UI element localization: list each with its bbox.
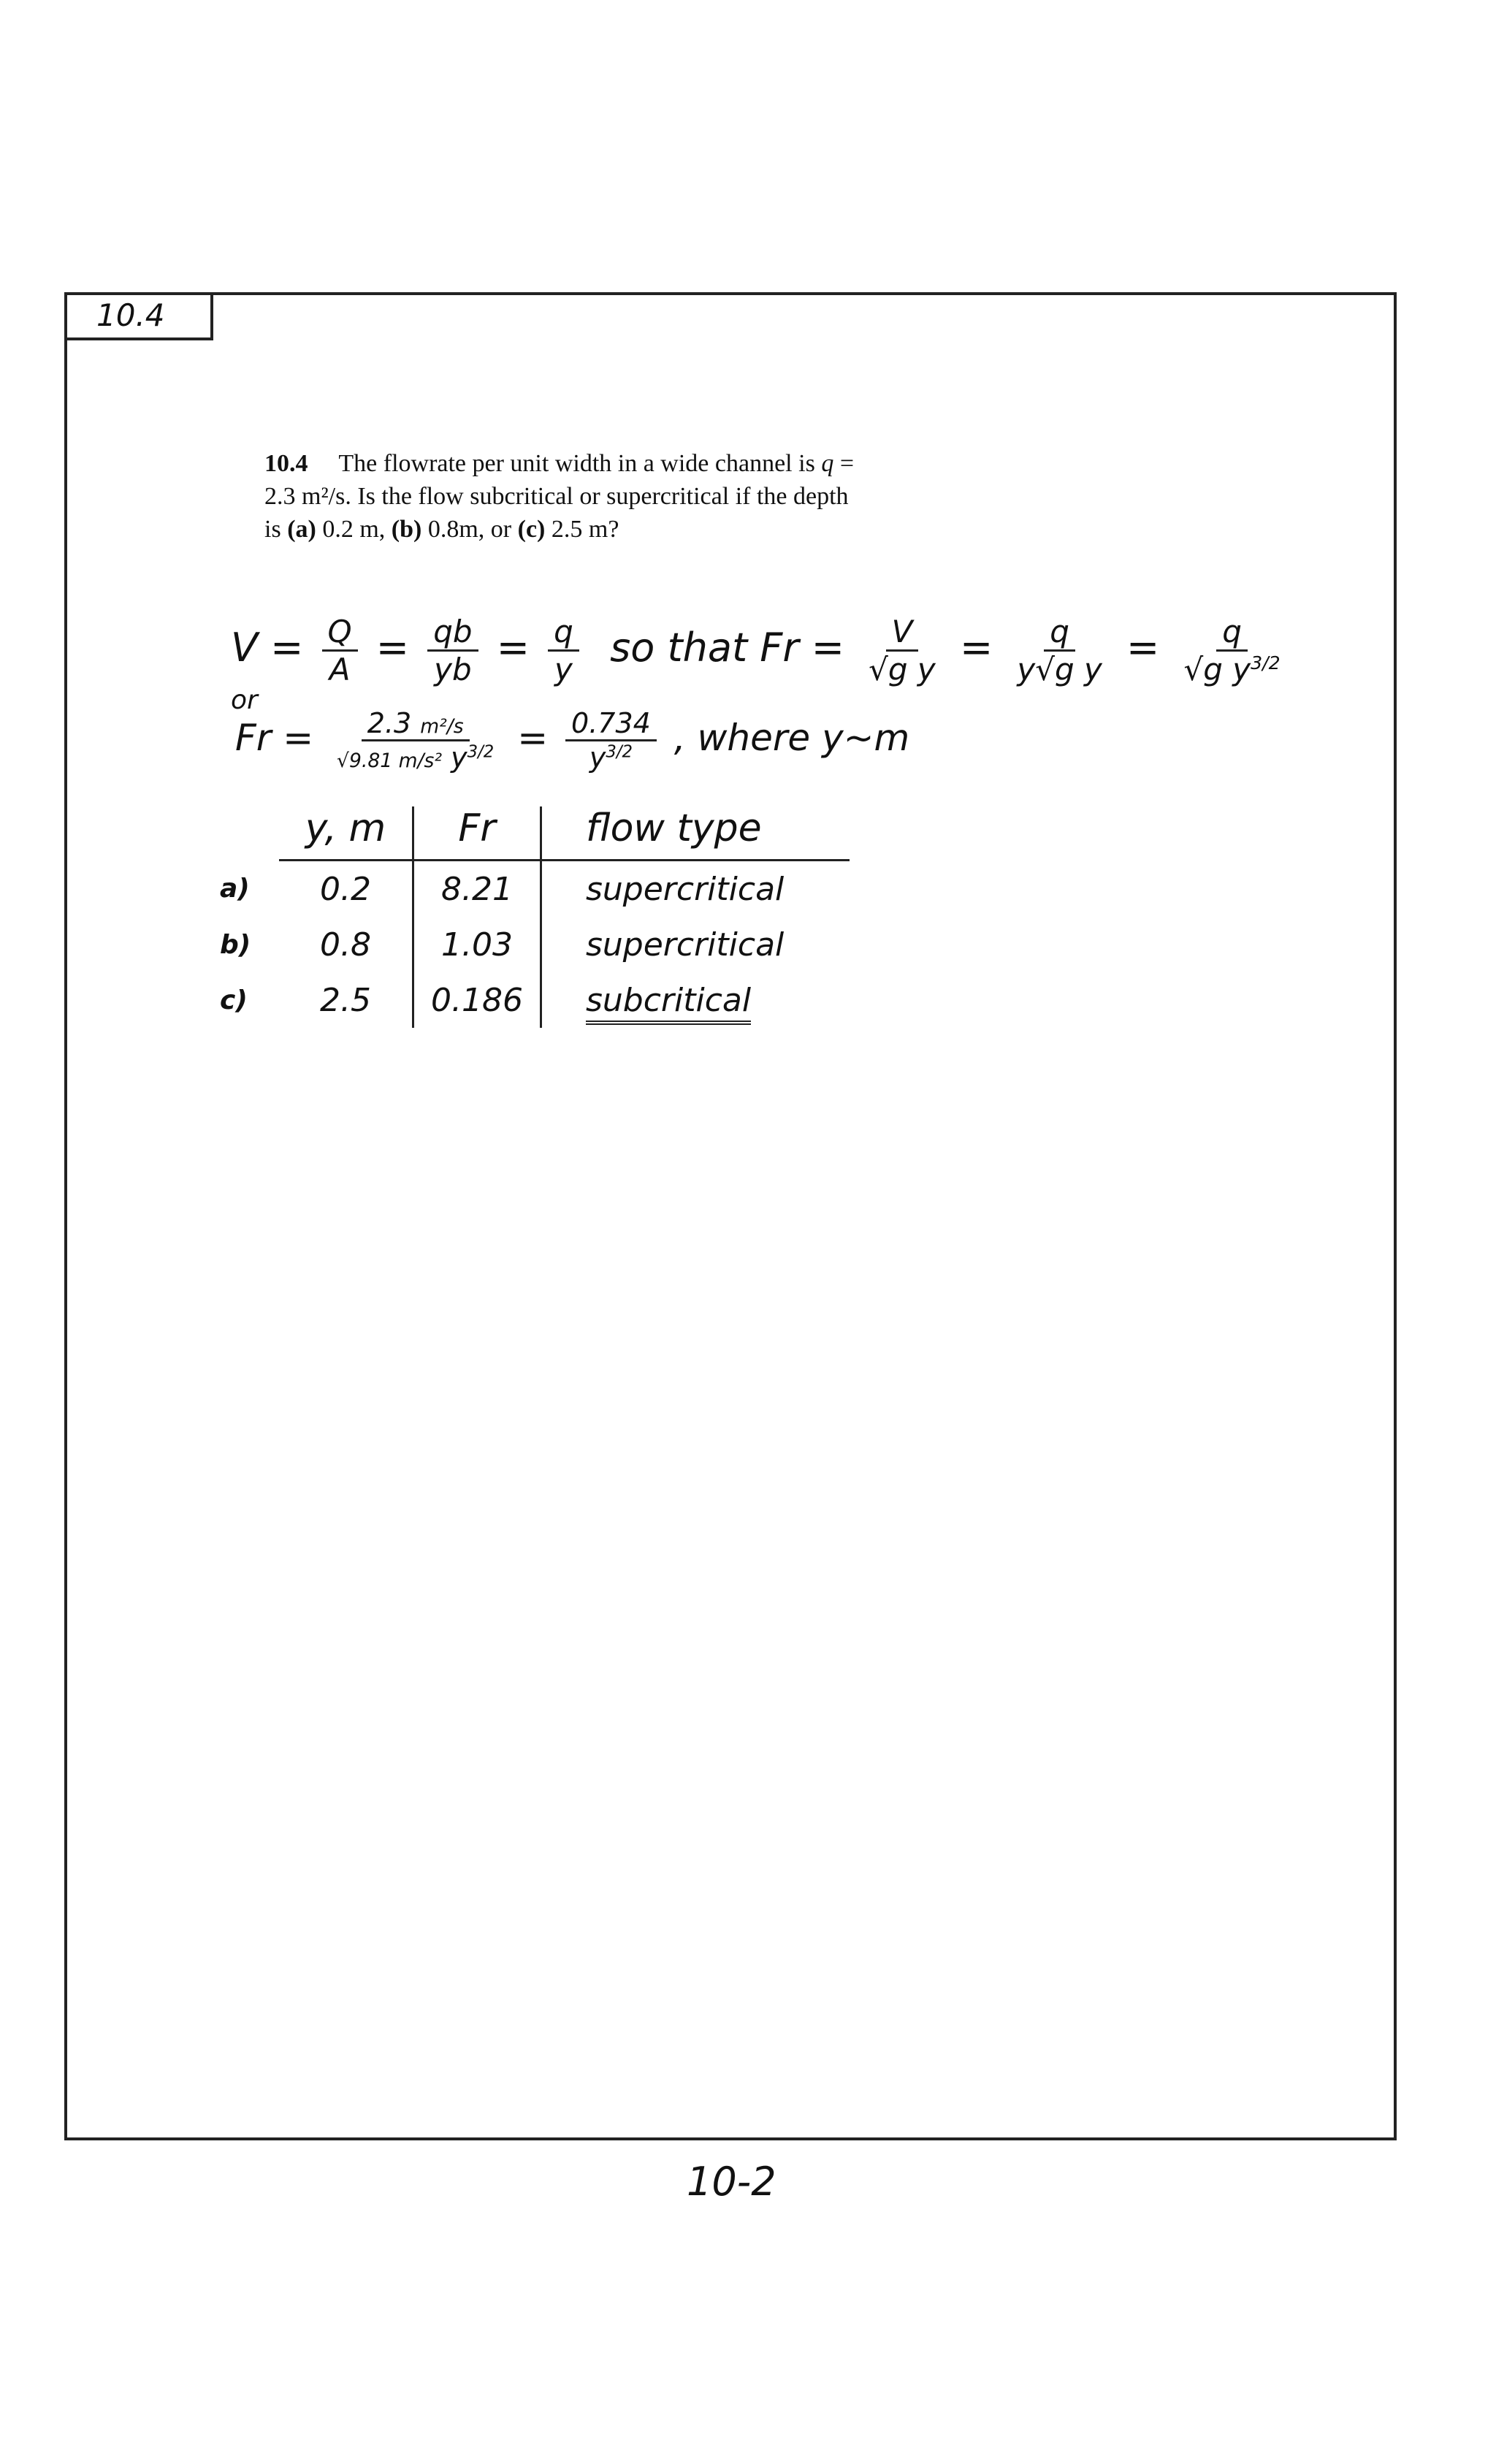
denominator xyxy=(331,741,500,774)
num-value: 2.3 xyxy=(367,707,412,739)
results-table xyxy=(219,806,850,1028)
numerator xyxy=(362,707,470,741)
where-clause: , where y~m xyxy=(673,717,910,759)
problem-number: 10.4 xyxy=(264,450,308,477)
fraction-q-over-sqrt-g-y32 xyxy=(1178,614,1286,687)
v-equals: V = xyxy=(231,625,304,671)
problem-tag: 10.4 xyxy=(67,295,213,340)
depth-value: 0.2 xyxy=(320,870,371,908)
table-row xyxy=(219,861,850,918)
table-row xyxy=(219,972,850,1028)
fraction-0734-over-y32 xyxy=(565,707,657,774)
numerator: q xyxy=(1216,614,1248,652)
part-b-value: 0.8m, or xyxy=(421,516,518,543)
table-row xyxy=(219,917,850,972)
denominator: yb xyxy=(434,652,472,687)
fraction-v-over-sqrt-gy xyxy=(863,614,942,687)
numerator: q xyxy=(548,614,579,652)
denominator: y√g y xyxy=(1017,652,1102,687)
flow-type: supercritical xyxy=(586,926,785,964)
exponent: 3/2 xyxy=(467,742,495,762)
depth-value: 0.8 xyxy=(320,926,371,964)
denominator: y xyxy=(554,652,573,687)
numerator: V xyxy=(886,614,919,652)
equals-sign: = xyxy=(375,625,410,671)
numerator: q xyxy=(1044,614,1075,652)
part-b-label: (b) xyxy=(391,516,422,543)
answer-underline: subcritical xyxy=(586,982,751,1025)
part-a-value: 0.2 m, xyxy=(316,516,392,543)
froude-value: 0.186 xyxy=(413,972,541,1028)
numerator: qb xyxy=(427,614,478,652)
froude-value: 8.21 xyxy=(413,861,541,918)
fraction-q-over-a xyxy=(322,614,358,687)
froude-equation xyxy=(235,707,909,774)
so-that-fr: so that Fr = xyxy=(610,625,844,671)
problem-statement xyxy=(264,447,871,546)
equals-sign: = xyxy=(1126,625,1160,671)
equals-sign: = xyxy=(959,625,993,671)
fraction-q-over-y-sqrt-gy xyxy=(1011,614,1107,687)
denominator xyxy=(584,741,638,774)
row-label: c) xyxy=(220,985,248,1015)
denominator: A xyxy=(329,652,351,687)
numerator: Q xyxy=(322,614,358,652)
denominator xyxy=(1178,652,1286,687)
row-label: b) xyxy=(220,929,251,960)
q-symbol: q xyxy=(821,450,834,477)
exponent: 3/2 xyxy=(606,742,633,762)
page-number: 10-2 xyxy=(687,2159,776,2205)
problem-text-2: = 2.3 m²/s. Is the flow subcritical or supercritical if the depth is xyxy=(264,450,854,543)
den-y: y xyxy=(589,741,606,774)
part-c-label: (c) xyxy=(517,516,546,543)
velocity-equation xyxy=(231,614,1292,687)
den-base: √g y xyxy=(1183,652,1251,687)
fr-equals: Fr = xyxy=(235,717,314,759)
exponent: 3/2 xyxy=(1251,652,1281,674)
den-y: y xyxy=(442,741,468,774)
denominator: √g y xyxy=(869,652,936,687)
den-sqrt: √9.81 m/s² xyxy=(337,750,443,772)
part-a-label: (a) xyxy=(287,516,316,543)
table-header-row xyxy=(219,806,850,861)
header-spacer xyxy=(219,806,279,861)
froude-value: 1.03 xyxy=(413,917,541,972)
equals-sign: = xyxy=(496,625,530,671)
or-label: or xyxy=(231,685,258,715)
row-label: a) xyxy=(220,873,250,904)
equals-sign: = xyxy=(517,717,549,759)
numerator: 0.734 xyxy=(565,707,657,741)
depth-value: 2.5 xyxy=(320,981,371,1019)
problem-text-1: The flowrate per unit width in a wide channel is xyxy=(338,450,822,477)
part-c-value: 2.5 m? xyxy=(545,516,619,543)
fraction-numeric-fr xyxy=(331,707,500,774)
flow-type: supercritical xyxy=(586,870,785,908)
fraction-q-over-y xyxy=(548,614,579,687)
header-depth: y, m xyxy=(279,806,413,861)
flow-type-answer xyxy=(541,972,850,1028)
header-flow-type: flow type xyxy=(541,806,850,861)
fraction-qb-over-yb xyxy=(427,614,478,687)
num-unit: m²/s xyxy=(420,715,464,738)
solution-frame xyxy=(64,292,1397,2140)
header-froude: Fr xyxy=(413,806,541,861)
